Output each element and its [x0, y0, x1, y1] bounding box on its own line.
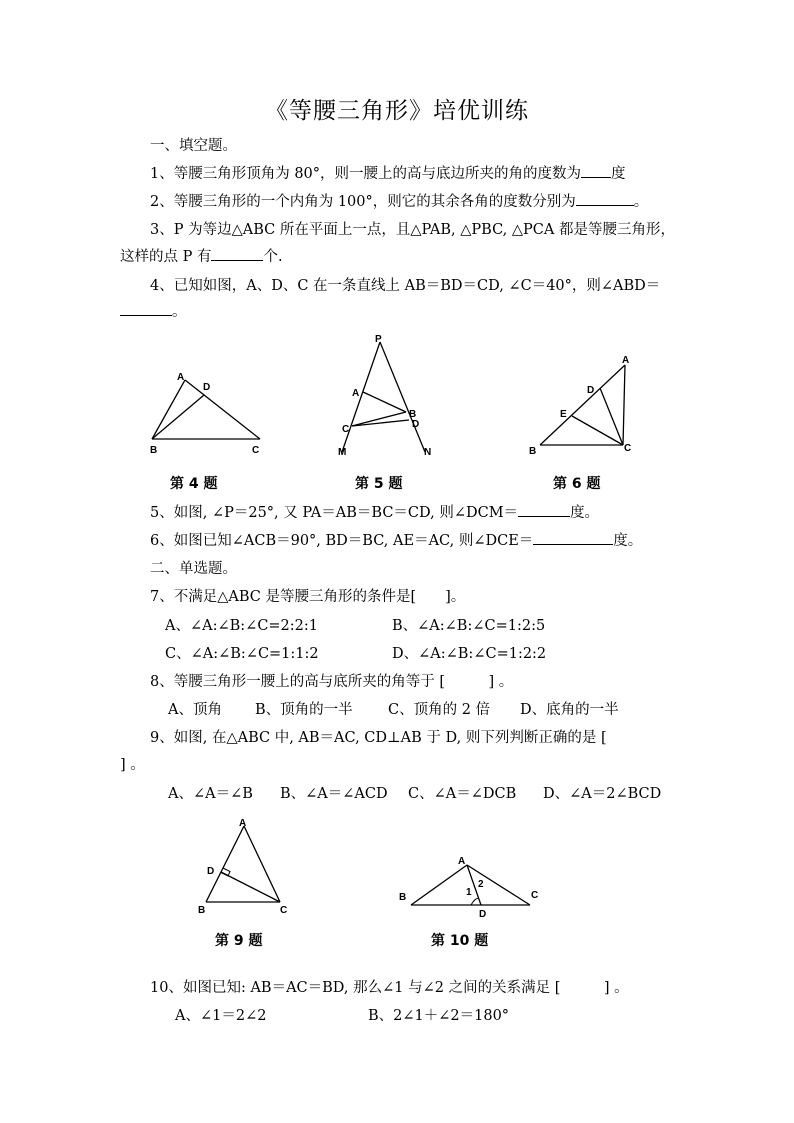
fig6-segment-cd [600, 388, 623, 445]
fig6-label-c: C [624, 443, 632, 454]
question-4-tail: 。 [172, 304, 187, 320]
fig5-segment-cd [352, 420, 409, 426]
question-9-line-2: ] 。 [120, 757, 145, 773]
fig9-label-d: D [207, 866, 215, 877]
fig9-segment-cd [221, 872, 280, 902]
fig5-label-c: C [342, 424, 350, 435]
figure-6-diagram [525, 350, 640, 460]
fig9-label-b: B [198, 905, 206, 916]
question-6-tail: 度。 [613, 533, 643, 549]
fig10-angle-mark [471, 898, 479, 905]
fig6-label-b: B [529, 446, 537, 457]
question-6-text: 6、如图已知∠ACB＝90°, BD＝BC, AE＝AC, 则∠DCE＝ [150, 533, 534, 549]
question-2-text: 2、等腰三角形的一个内角为 100°，则它的其余各角的度数分别为 [150, 194, 576, 210]
question-9-line-1: 9、如图, 在△ABC 中, AB＝AC, CD⊥AB 于 D, 则下列判断正确的是 [ [150, 730, 607, 746]
question-7-option-a[interactable]: A、∠A:∠B:∠C=2:2:1 [165, 618, 319, 634]
figure-4-diagram [140, 365, 270, 460]
answer-blank-6[interactable] [533, 529, 613, 545]
figure-6-caption: 第 6 题 [553, 476, 601, 492]
fig5-segment-bc [352, 412, 406, 426]
fig10-label-d: D [479, 909, 487, 920]
question-4-line-1: 4、已知如图，A、D、C 在一条直线上 AB＝BD＝CD, ∠C＝40°，则∠ABD＝ [150, 278, 661, 294]
question-7-option-c[interactable]: C、∠A:∠B:∠C=1:1:2 [165, 646, 319, 662]
fig5-ray-pn [380, 342, 425, 452]
question-8: 8、等腰三角形一腰上的高与底所夹的角等于 [ ] 。 [150, 674, 514, 690]
answer-blank-3[interactable] [211, 245, 263, 261]
question-4-line-2 [120, 300, 187, 321]
question-7: 7、不满足△ABC 是等腰三角形的条件是[ ]。 [150, 589, 466, 605]
question-5 [150, 501, 599, 522]
fig4-segment-bd [152, 395, 204, 439]
fig6-label-a: A [622, 355, 630, 366]
question-10-option-a[interactable]: A、∠1＝2∠2 [175, 1008, 267, 1024]
question-9-option-a[interactable]: A、∠A＝∠B [168, 786, 253, 802]
question-10: 10、如图已知: AB＝AC＝BD, 那么∠1 与∠2 之间的关系满足 [ ] 。 [150, 980, 629, 996]
question-1 [150, 162, 626, 183]
answer-blank-4[interactable] [120, 300, 172, 316]
question-8-option-a[interactable]: A、顶角 [168, 702, 222, 718]
fig6-segment-ce [572, 416, 623, 445]
section-fill-blank-heading: 一、填空题。 [150, 138, 237, 154]
question-7-option-b[interactable]: B、∠A:∠B:∠C=1:2:5 [392, 618, 546, 634]
fig10-label-c: C [531, 890, 539, 901]
question-3-line-2 [120, 245, 283, 266]
question-10-option-b[interactable]: B、2∠1＋∠2＝180° [368, 1008, 510, 1024]
fig9-segment-ac [244, 826, 280, 902]
answer-blank-1[interactable] [581, 162, 611, 178]
figure-4-caption: 第 4 题 [170, 476, 218, 492]
fig5-label-p: P [375, 334, 382, 345]
question-9-option-c[interactable]: C、∠A＝∠DCB [408, 786, 517, 802]
question-2 [150, 190, 648, 211]
question-5-tail: 度。 [570, 505, 600, 521]
question-3-text-a: 这样的点 P 有 [120, 249, 212, 265]
fig5-label-m: M [338, 447, 347, 458]
fig5-label-d: D [412, 419, 420, 430]
figure-5-diagram [330, 330, 440, 460]
fig4-label-d: D [203, 382, 211, 393]
fig9-segment-ab [206, 826, 244, 902]
question-9-option-b[interactable]: B、∠A＝∠ACD [280, 786, 388, 802]
fig6-label-e: E [560, 409, 567, 420]
fig6-segment-ac [623, 365, 625, 445]
fig9-label-a: A [239, 818, 247, 829]
question-5-text: 5、如图, ∠P＝25°, 又 PA＝AB＝BC＝CD, 则∠DCM＝ [150, 505, 519, 521]
fig4-label-b: B [150, 445, 158, 456]
fig4-label-c: C [252, 445, 260, 456]
question-8-option-d[interactable]: D、底角的一半 [520, 702, 619, 718]
fig4-segment-ac [185, 380, 260, 439]
fig5-label-b: B [409, 409, 417, 420]
fig10-label-b: B [399, 892, 407, 903]
question-8-option-c[interactable]: C、顶角的 2 倍 [388, 702, 491, 718]
section-multiple-choice-heading: 二、单选题。 [150, 561, 237, 577]
fig5-label-n: N [424, 447, 432, 458]
question-8-option-b[interactable]: B、顶角的一半 [255, 702, 353, 718]
figure-9-diagram [190, 812, 300, 922]
fig5-segment-ab [363, 392, 406, 412]
fig10-label-angle-1: 1 [466, 887, 472, 898]
fig5-label-a: A [352, 388, 360, 399]
question-2-tail: 。 [633, 194, 649, 210]
question-3-text-b: 个. [263, 249, 283, 265]
answer-blank-2[interactable] [576, 190, 634, 206]
question-1-tail: 度 [611, 166, 626, 182]
fig10-label-angle-2: 2 [478, 879, 484, 890]
fig4-segment-ba [152, 380, 185, 439]
fig10-label-a: A [458, 856, 466, 867]
figure-9-caption: 第 9 题 [215, 933, 263, 949]
answer-blank-5[interactable] [518, 501, 570, 517]
question-6 [150, 529, 642, 550]
fig4-label-a: A [177, 372, 185, 383]
question-9-option-d[interactable]: D、∠A＝2∠BCD [543, 786, 662, 802]
figure-5-caption: 第 5 题 [355, 476, 403, 492]
fig10-segment-ab [411, 865, 467, 905]
question-1-text: 1、等腰三角形顶角为 80°，则一腰上的高与底边所夹的角的度数为 [150, 166, 582, 182]
figure-10-diagram [395, 845, 555, 925]
fig9-label-c: C [280, 905, 288, 916]
fig6-label-d: D [587, 385, 595, 396]
question-7-option-d[interactable]: D、∠A:∠B:∠C=1:2:2 [392, 646, 547, 662]
page-title: 《等腰三角形》培优训练 [265, 98, 529, 124]
fig6-segment-ab [540, 365, 625, 445]
question-3-line-1: 3、P 为等边△ABC 所在平面上一点，且△PAB, △PBC, △PCA 都是等腰三角形， [150, 222, 675, 238]
figure-10-caption: 第 10 题 [431, 933, 489, 949]
